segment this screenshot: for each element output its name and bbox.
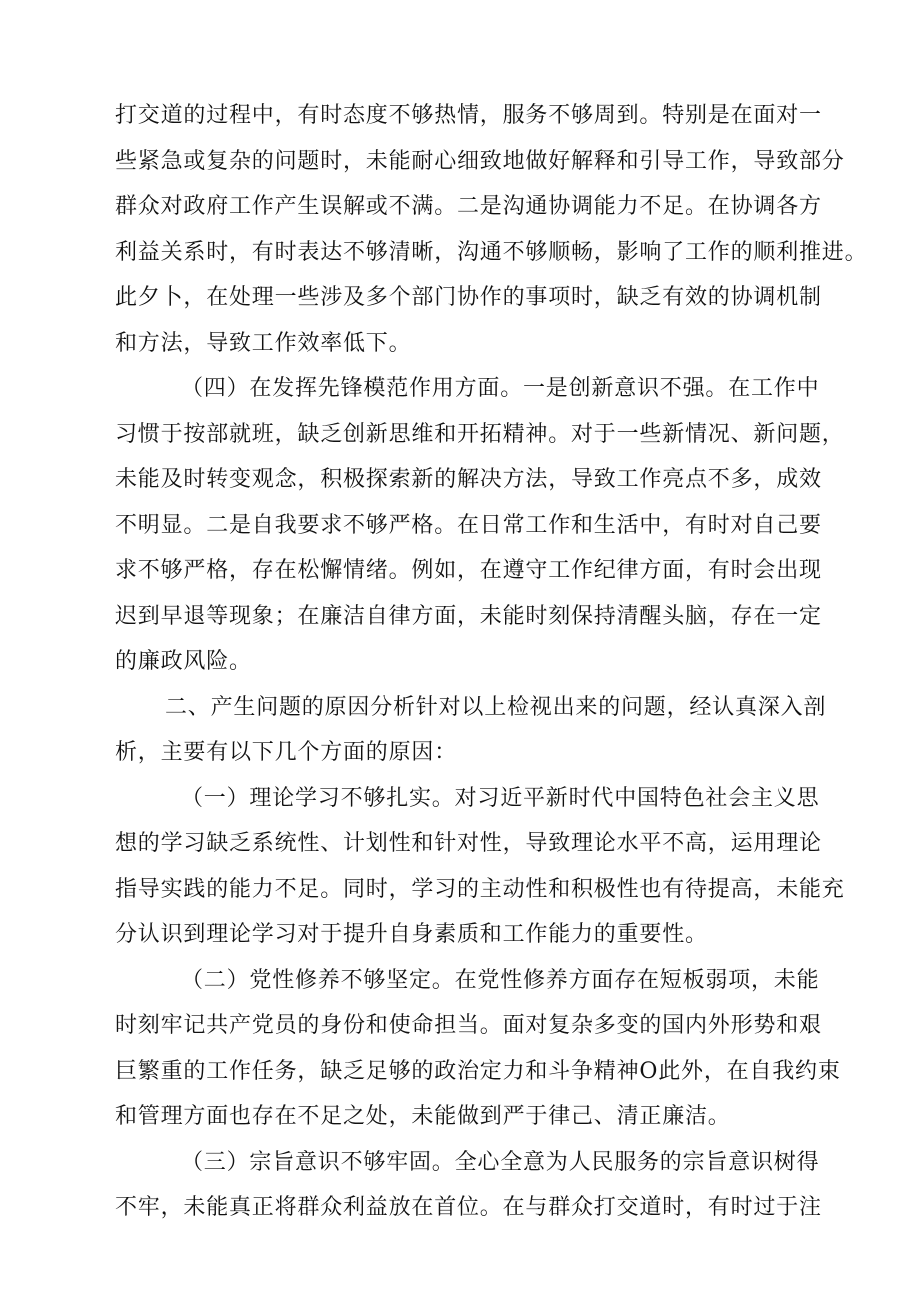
text-line: 迟到早退等现象；在廉洁自律方面，未能时刻保持清醒头脑，存在一定 xyxy=(115,603,822,629)
text-line: 不明显。二是自我要求不够严格。在日常工作和生活中，有时对自己要 xyxy=(115,512,822,538)
text-line: 时刻牢记共产党员的身份和使命担当。面对复杂多变的国内外形势和艰 xyxy=(115,1013,822,1038)
text-line: 习惯于按部就班，缺乏创新思维和开拓精神。对于一些新情况、新问题， xyxy=(115,421,845,447)
text-line: 未能及时转变观念，积极探索新的解决方法，导致工作亮点不多，成效 xyxy=(115,467,822,492)
paragraph-start-line: （一）理论学习不够扎实。对习近平新时代中国特色社会主义思 xyxy=(181,785,820,811)
paragraph-start-line: （二）党性修养不够坚定。在党性修养方面存在短板弱项，未能 xyxy=(181,967,820,993)
text-line: 和管理方面也存在不足之处，未能做到严于律己、清正廉洁。 xyxy=(115,1104,731,1129)
text-line: 求不够严格，存在松懈情绪。例如，在遵守工作纪律方面，有时会出现 xyxy=(115,558,822,583)
paragraph-start-line: （四）在发挥先锋模范作用方面。一是创新意识不强。在工作中 xyxy=(181,376,820,401)
text-line: 群众对政府工作产生误解或不满。二是沟通协调能力不足。在协调各方 xyxy=(115,194,822,219)
text-line: 的廉政风险。 xyxy=(115,649,252,674)
text-line: 些紧急或复杂的问题时，未能耐心细致地做好解释和引导工作，导致部分 xyxy=(115,148,845,174)
text-line: 和方法，导致工作效率低下。 xyxy=(115,330,412,356)
text-line: 指导实践的能力不足。同时，学习的主动性和积极性也有待提高，未能充 xyxy=(115,876,845,902)
text-line: 析，主要有以下几个方面的原因： xyxy=(115,740,458,765)
text-line: 分认识到理论学习对于提升自身素质和工作能力的重要性。 xyxy=(115,922,708,947)
document-body xyxy=(115,93,868,1231)
text-line: 利益关系时，有时表达不够清晰，沟通不够顺畅，影响了工作的顺利推进。 xyxy=(115,239,868,265)
paragraph-start-line: （三）宗旨意识不够牢固。全心全意为人民服务的宗旨意识树得 xyxy=(181,1149,820,1175)
text-line: 此夕卜，在处理一些涉及多个部门协作的事项时，缺乏有效的协调机制 xyxy=(115,285,822,310)
section-heading-line: 二、产生问题的原因分析针对以上检视出来的问题，经认真深入剖 xyxy=(165,694,827,720)
text-line: 想的学习缺乏系统性、计划性和针对性，导致理论水平不高，运用理论 xyxy=(115,831,822,856)
text-line: 打交道的过程中，有时态度不够热情，服务不够周到。特别是在面对一 xyxy=(115,103,822,128)
text-line: 不牢，未能真正将群众利益放在首位。在与群众打交道时，有时过于注 xyxy=(115,1195,822,1220)
text-line: 巨繁重的工作任务，缺乏足够的政治定力和斗争精神O此外，在自我约束 xyxy=(115,1058,841,1084)
